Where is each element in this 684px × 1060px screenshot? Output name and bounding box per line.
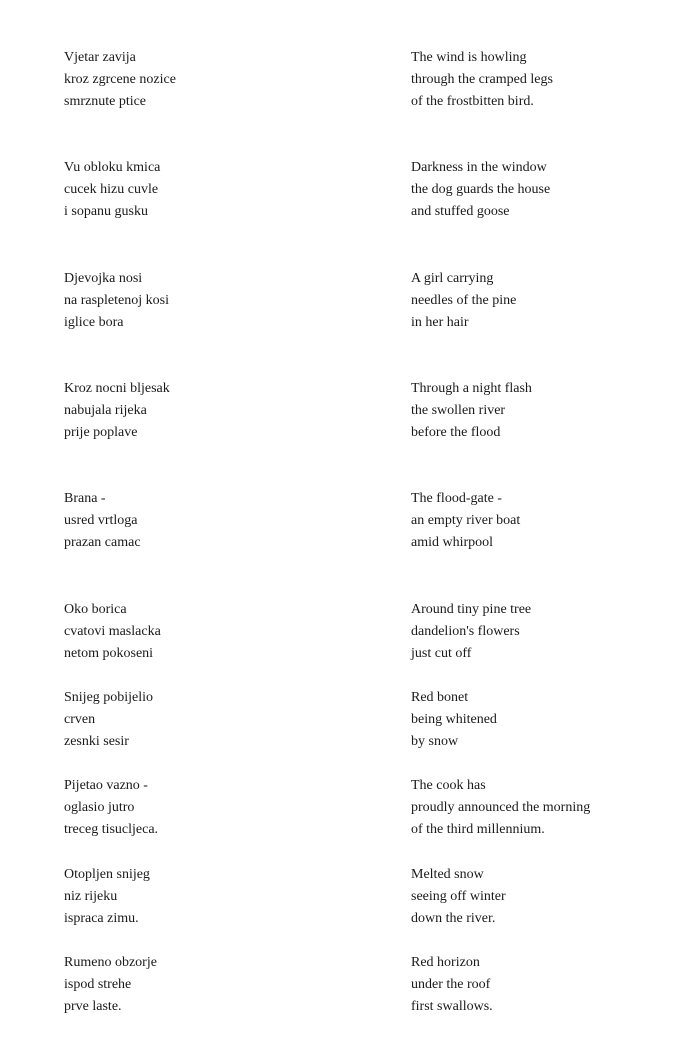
english-verse xyxy=(411,775,590,841)
english-verse xyxy=(411,268,516,334)
stanza-9 xyxy=(0,864,684,930)
verse-line: Snijeg pobijelio xyxy=(64,690,154,705)
verse-line: by snow xyxy=(411,734,459,749)
verse-line: kroz zgrcene nozice xyxy=(64,72,176,87)
croatian-verse xyxy=(64,268,169,334)
verse-line: Otopljen snijeg xyxy=(64,867,150,882)
stanza-10 xyxy=(0,952,684,1018)
verse-line: amid whirpool xyxy=(411,535,494,550)
verse-line: of the third millennium. xyxy=(411,822,545,837)
croatian-verse xyxy=(64,599,161,665)
verse-line: crven xyxy=(64,712,96,727)
english-verse xyxy=(411,864,506,930)
croatian-verse xyxy=(64,952,157,1018)
verse-line: through the cramped legs xyxy=(411,72,553,87)
verse-line: Pijetao vazno - xyxy=(64,778,148,793)
english-verse xyxy=(411,687,497,753)
stanza-7 xyxy=(0,687,684,753)
english-verse xyxy=(411,378,532,444)
croatian-verse xyxy=(64,687,153,753)
verse-line: Rumeno obzorje xyxy=(64,955,157,970)
verse-line: down the river. xyxy=(411,911,496,926)
verse-line: prije poplave xyxy=(64,425,138,440)
croatian-verse xyxy=(64,775,158,841)
verse-line: before the flood xyxy=(411,425,501,440)
verse-line: in her hair xyxy=(411,315,469,330)
verse-line: Vjetar zavija xyxy=(64,50,136,65)
verse-line: prazan camac xyxy=(64,535,141,550)
croatian-verse xyxy=(64,488,141,554)
verse-line: Djevojka nosi xyxy=(64,271,143,286)
verse-line: Brana - xyxy=(64,491,106,506)
verse-line: zesnki sesir xyxy=(64,734,129,749)
verse-line: oglasio jutro xyxy=(64,800,135,815)
verse-line: the dog guards the house xyxy=(411,182,551,197)
stanza-4 xyxy=(0,378,684,444)
verse-line: seeing off winter xyxy=(411,889,506,904)
verse-line: cvatovi maslacka xyxy=(64,624,161,639)
verse-line: na raspletenoj kosi xyxy=(64,293,169,308)
english-verse xyxy=(411,952,493,1018)
verse-line: treceg tisucljeca. xyxy=(64,822,159,837)
croatian-verse xyxy=(64,864,150,930)
verse-line: first swallows. xyxy=(411,999,493,1014)
verse-line: proudly announced the morning xyxy=(411,800,591,815)
verse-line: Around tiny pine tree xyxy=(411,602,532,617)
verse-line: cucek hizu cuvle xyxy=(64,182,159,197)
verse-line: Kroz nocni bljesak xyxy=(64,381,170,396)
verse-line: Through a night flash xyxy=(411,381,532,396)
verse-line: ispraca zimu. xyxy=(64,911,139,926)
english-verse xyxy=(411,157,550,223)
stanza-3 xyxy=(0,268,684,334)
verse-line: ispod strehe xyxy=(64,977,132,992)
verse-line: netom pokoseni xyxy=(64,646,154,661)
verse-line: Oko borica xyxy=(64,602,127,617)
verse-line: The wind is howling xyxy=(411,50,527,65)
stanza-2 xyxy=(0,157,684,223)
verse-line: the swollen river xyxy=(411,403,506,418)
croatian-verse xyxy=(64,157,160,223)
verse-line: nabujala rijeka xyxy=(64,403,147,418)
verse-line: The flood-gate - xyxy=(411,491,502,506)
croatian-verse xyxy=(64,47,176,113)
verse-line: The cook has xyxy=(411,778,486,793)
stanza-6 xyxy=(0,599,684,665)
verse-line: prve laste. xyxy=(64,999,122,1014)
english-verse xyxy=(411,488,520,554)
verse-line: niz rijeku xyxy=(64,889,118,904)
verse-line: Darkness in the window xyxy=(411,160,547,175)
verse-line: an empty river boat xyxy=(411,513,521,528)
stanza-1 xyxy=(0,47,684,113)
verse-line: of the frostbitten bird. xyxy=(411,94,534,109)
stanza-5 xyxy=(0,488,684,554)
croatian-verse xyxy=(64,378,170,444)
english-verse xyxy=(411,599,531,665)
verse-line: A girl carrying xyxy=(411,271,494,286)
verse-line: just cut off xyxy=(411,646,472,661)
verse-line: under the roof xyxy=(411,977,491,992)
english-verse xyxy=(411,47,553,113)
verse-line: smrznute ptice xyxy=(64,94,147,109)
verse-line: and stuffed goose xyxy=(411,204,510,219)
stanza-8 xyxy=(0,775,684,841)
verse-line: Melted snow xyxy=(411,867,484,882)
verse-line: iglice bora xyxy=(64,315,124,330)
verse-line: Vu obloku kmica xyxy=(64,160,161,175)
verse-line: needles of the pine xyxy=(411,293,517,308)
verse-line: i sopanu gusku xyxy=(64,204,148,219)
verse-line: being whitened xyxy=(411,712,497,727)
verse-line: Red horizon xyxy=(411,955,480,970)
verse-line: dandelion's flowers xyxy=(411,624,520,639)
verse-line: usred vrtloga xyxy=(64,513,138,528)
verse-line: Red bonet xyxy=(411,690,469,705)
